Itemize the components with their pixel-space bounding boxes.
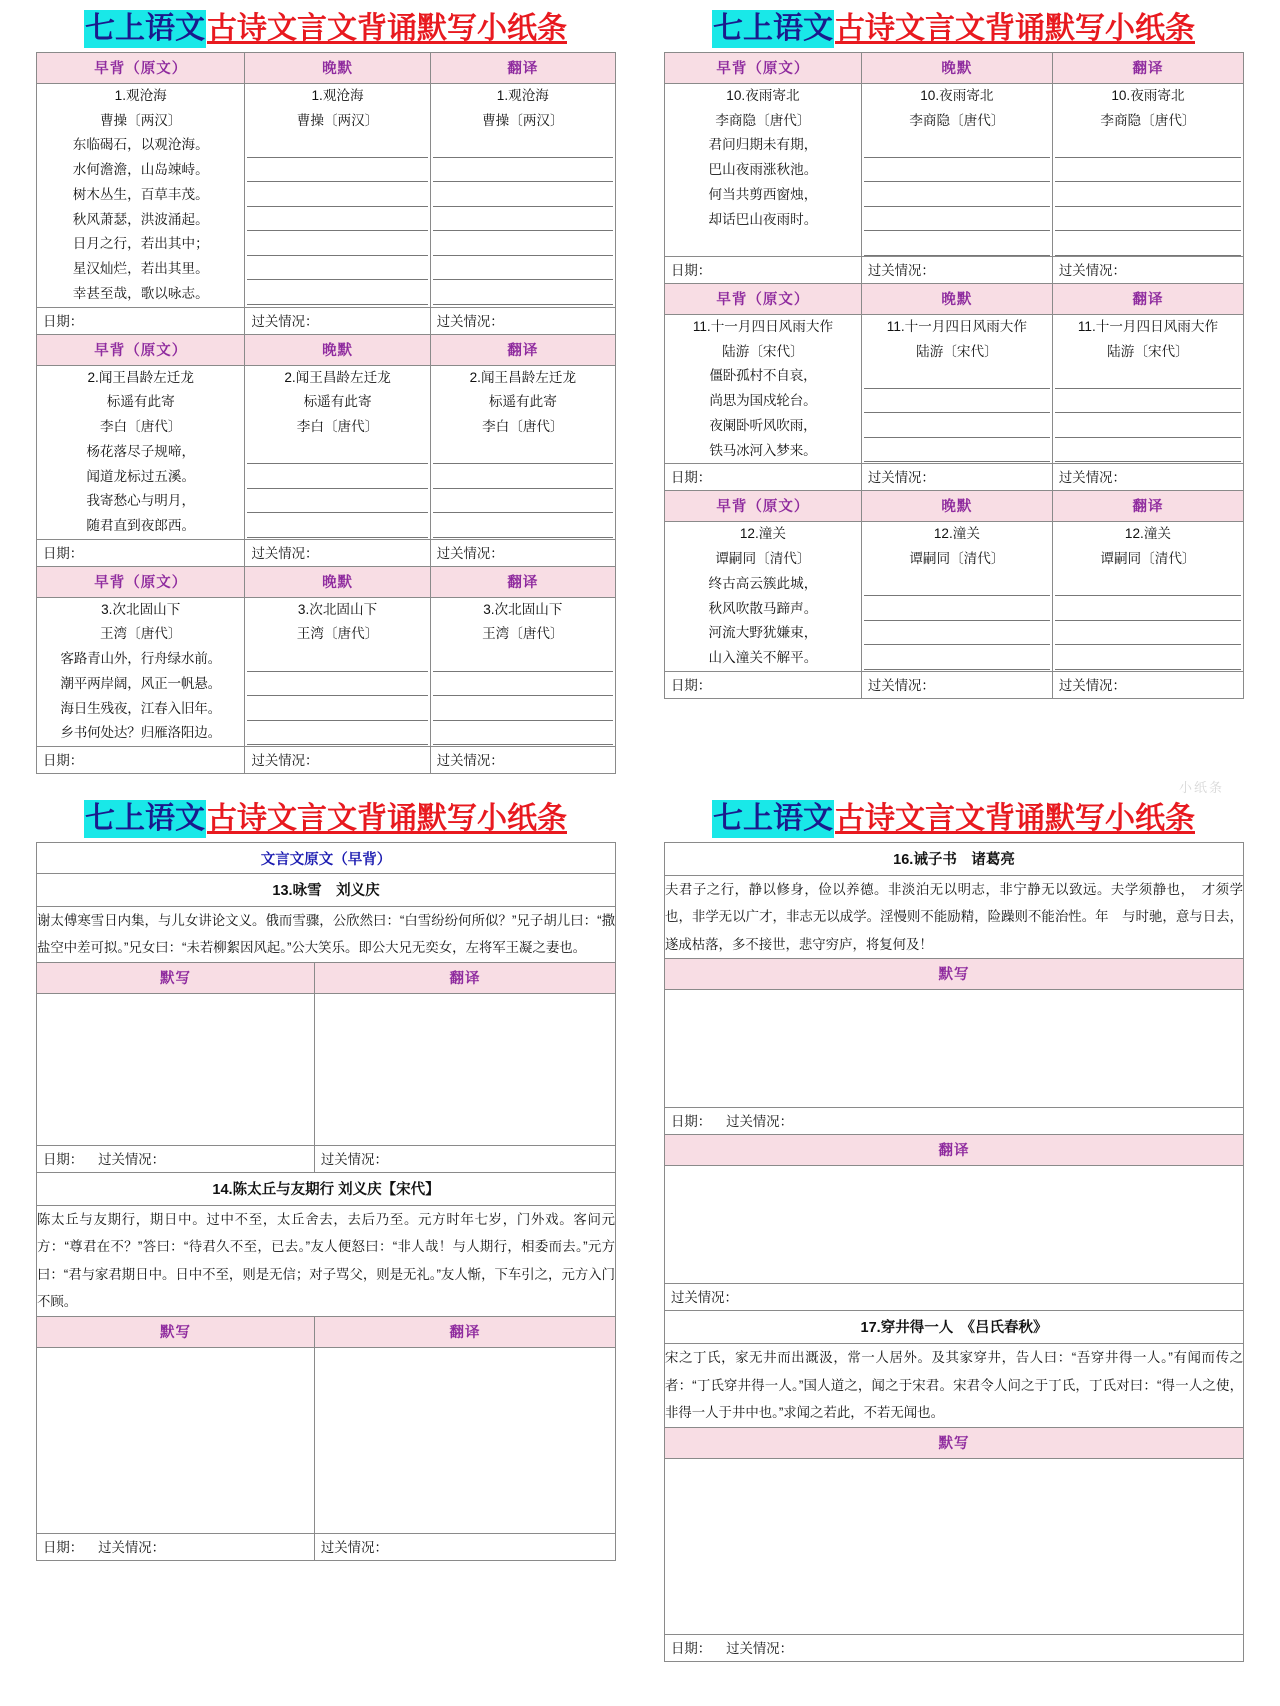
col-translate: 翻译 (1052, 283, 1243, 314)
recite-answer-box-17[interactable] (665, 1458, 1244, 1634)
prose-body-row-14 (37, 1205, 616, 1316)
col-evening: 晚默 (861, 283, 1052, 314)
poem-translation-1[interactable]: 1.观沧海 曹操〔两汉〕 (430, 84, 615, 308)
status-label: 过关情况： (861, 256, 1052, 283)
page-title (664, 804, 1244, 834)
col-morning: 早背（原文） (37, 53, 245, 84)
meta-row (37, 747, 616, 774)
write-line[interactable] (1055, 133, 1241, 158)
write-line[interactable] (864, 231, 1050, 256)
col-evening: 晚默 (861, 491, 1052, 522)
poem-dictation-12[interactable]: 12.潼关 谭嗣同〔清代〕 (861, 522, 1052, 671)
write-line[interactable] (247, 207, 427, 232)
meta-row (37, 1145, 616, 1172)
table-header-row (665, 1427, 1244, 1458)
write-line[interactable] (433, 182, 613, 207)
table-header-row (665, 959, 1244, 990)
poem-dictation-1[interactable]: 1.观沧海 曹操〔两汉〕 (245, 84, 430, 308)
poem-row-10 (665, 84, 1244, 257)
watermark: 小纸条 (1178, 780, 1224, 795)
prose-table-2 (664, 842, 1244, 1662)
write-line[interactable] (1055, 364, 1241, 389)
translate-answer-box-13[interactable] (314, 993, 615, 1145)
col-translate: 翻译 (430, 334, 615, 365)
status-label: 过关情况： (98, 1151, 166, 1167)
col-recite: 默写 (37, 962, 315, 993)
meta-row (665, 1108, 1244, 1135)
meta-row (665, 464, 1244, 491)
title-highlight: 七上语文 (712, 10, 834, 48)
write-line[interactable] (864, 413, 1050, 438)
section-title-13: 13.咏雪 刘义庆 (37, 874, 616, 907)
write-line[interactable] (247, 464, 427, 489)
write-line[interactable] (864, 645, 1050, 670)
panel-top-right (664, 14, 1244, 804)
meta-row (37, 307, 616, 334)
write-line[interactable] (433, 158, 613, 183)
date-label: 日期： (43, 1539, 84, 1555)
answer-row-16-recite (665, 990, 1244, 1108)
prose-body-row-13 (37, 907, 616, 963)
write-line[interactable] (247, 696, 427, 721)
write-line[interactable] (433, 647, 613, 672)
translate-answer-box-16[interactable] (665, 1166, 1244, 1284)
page-title (36, 804, 616, 834)
col-translate: 翻译 (314, 962, 615, 993)
col-translate: 翻译 (1052, 491, 1243, 522)
write-line[interactable] (247, 231, 427, 256)
write-line[interactable] (247, 721, 427, 746)
status-label: 过关情况： (726, 1640, 794, 1656)
poem-original-11: 11.十一月四日风雨大作 陆游〔宋代〕 僵卧孤村不自哀， 尚思为国戍轮台。 夜阑卧听风吹雨， 铁马冰河入梦来。 (665, 314, 862, 463)
meta-row (37, 1533, 616, 1560)
poem-dictation-11[interactable]: 11.十一月四日风雨大作 陆游〔宋代〕 (861, 314, 1052, 463)
poem-translation-3[interactable]: 3.次北固山下 王湾〔唐代〕 (430, 597, 615, 746)
meta-row (665, 1634, 1244, 1661)
write-line[interactable] (247, 647, 427, 672)
status-label: 过关情况： (98, 1539, 166, 1555)
col-recite: 默写 (37, 1316, 315, 1347)
panel-top-left (36, 14, 616, 804)
meta-row (665, 671, 1244, 698)
original-header: 文言文原文（早背） (37, 843, 616, 874)
poem-translation-2[interactable]: 2.闻王昌龄左迁龙 标遥有此寄 李白〔唐代〕 (430, 365, 615, 539)
status-label-2: 过关情况： (314, 1533, 615, 1560)
recite-answer-box-16[interactable] (665, 990, 1244, 1108)
col-morning: 早背（原文） (665, 283, 862, 314)
write-line[interactable] (864, 158, 1050, 183)
table-header-row (37, 334, 616, 365)
section-title-row-13 (37, 874, 616, 907)
original-header-row (37, 843, 616, 874)
write-line[interactable] (433, 696, 613, 721)
write-line[interactable] (1055, 231, 1241, 256)
status-label: 过关情况： (861, 671, 1052, 698)
table-header-row (665, 283, 1244, 314)
col-evening: 晚默 (245, 334, 430, 365)
date-status-left (37, 1145, 315, 1172)
meta-row (665, 256, 1244, 283)
status-label: 过关情况： (861, 464, 1052, 491)
poem-table-2 (664, 52, 1244, 699)
date-status-16 (665, 1108, 1244, 1135)
write-line[interactable] (1055, 158, 1241, 183)
section-title-16: 16.诫子书 诸葛亮 (665, 843, 1244, 876)
poem-row-11 (665, 314, 1244, 463)
table-header-row (665, 53, 1244, 84)
poem-table-1 (36, 52, 616, 774)
date-label: 日期： (671, 1640, 712, 1656)
poem-dictation-2[interactable]: 2.闻王昌龄左迁龙 标遥有此寄 李白〔唐代〕 (245, 365, 430, 539)
write-line[interactable] (864, 596, 1050, 621)
poem-translation-12[interactable]: 12.潼关 谭嗣同〔清代〕 (1052, 522, 1243, 671)
write-line[interactable] (433, 489, 613, 514)
write-line[interactable] (433, 207, 613, 232)
table-header-row (37, 53, 616, 84)
col-translate: 翻译 (1052, 53, 1243, 84)
write-line[interactable] (433, 231, 613, 256)
page-title (664, 14, 1244, 44)
write-line[interactable] (864, 207, 1050, 232)
status-label-2: 过关情况： (1052, 671, 1243, 698)
prose-body-13: 谢太傅寒雪日内集，与儿女讲论文义。俄而雪骤，公欣然曰：“白雪纷纷何所似？”兄子胡儿曰：“撒盐空中差可拟。”兄女曰：“未若柳絮因风起。”公大笑乐。即公大兄无奕女，左将军王凝之妻也。 (37, 907, 616, 963)
poem-dictation-3[interactable]: 3.次北固山下 王湾〔唐代〕 (245, 597, 430, 746)
panel-bottom-right (664, 804, 1244, 1670)
table-header-row (37, 566, 616, 597)
prose-body-row-17 (665, 1344, 1244, 1427)
write-line[interactable] (1055, 389, 1241, 414)
col-translate: 翻译 (430, 53, 615, 84)
col-evening: 晚默 (245, 53, 430, 84)
answer-row-13 (37, 993, 616, 1145)
recite-answer-box-13[interactable] (37, 993, 315, 1145)
poem-dictation-10[interactable]: 10.夜雨寄北 李商隐〔唐代〕 (861, 84, 1052, 257)
status-label: 过关情况： (245, 747, 430, 774)
answer-row-17 (665, 1458, 1244, 1634)
poem-row-3 (37, 597, 616, 746)
poem-original-1: 1.观沧海 曹操〔两汉〕 东临碣石，以观沧海。 水何澹澹，山岛竦峙。 树木丛生，百草丰茂。 秋风萧瑟，洪波涌起。 日月之行，若出其中； 星汉灿烂，若出其里。 幸甚至哉，歌以咏志。 (37, 84, 245, 308)
status-label-16: 过关情况： (665, 1284, 1244, 1311)
write-line[interactable] (433, 513, 613, 538)
translate-answer-box-14[interactable] (314, 1347, 615, 1533)
title-highlight: 七上语文 (712, 800, 834, 838)
col-recite: 默写 (665, 959, 1244, 990)
poem-original-12: 12.潼关 谭嗣同〔清代〕 终古高云簇此城， 秋风吹散马蹄声。 河流大野犹嫌束， 山入潼关不解平。 (665, 522, 862, 671)
write-line[interactable] (433, 280, 613, 305)
section-title-row-17 (665, 1311, 1244, 1344)
date-label: 日期： (671, 1114, 712, 1130)
col-evening: 晚默 (861, 53, 1052, 84)
section-title-14: 14.陈太丘与友期行 刘义庆【宋代】 (37, 1172, 616, 1205)
date-label: 日期： (43, 1151, 84, 1167)
date-label: 日期： (665, 671, 862, 698)
meta-row (37, 539, 616, 566)
date-status-17 (665, 1634, 1244, 1661)
section-title-row-14 (37, 1172, 616, 1205)
table-header-row (665, 1135, 1244, 1166)
title-rest: 古诗文言文背诵默写小纸条 (207, 12, 567, 45)
status-label-2: 过关情况： (1052, 256, 1243, 283)
write-line[interactable] (433, 464, 613, 489)
status-label: 过关情况： (245, 307, 430, 334)
write-line[interactable] (1055, 596, 1241, 621)
title-highlight: 七上语文 (84, 800, 206, 838)
write-line[interactable] (247, 513, 427, 538)
prose-body-row-16 (665, 876, 1244, 959)
write-line[interactable] (1055, 572, 1241, 597)
col-morning: 早背（原文） (37, 566, 245, 597)
write-line[interactable] (864, 621, 1050, 646)
section-title-17: 17.穿井得一人 《吕氏春秋》 (665, 1311, 1244, 1344)
status-label-2: 过关情况： (314, 1145, 615, 1172)
col-evening: 晚默 (245, 566, 430, 597)
poem-original-10: 10.夜雨寄北 李商隐〔唐代〕 君问归期未有期， 巴山夜雨涨秋池。 何当共剪西窗烛， 却话巴山夜雨时。 (665, 84, 862, 257)
write-line[interactable] (433, 440, 613, 465)
write-line[interactable] (247, 280, 427, 305)
poem-original-2: 2.闻王昌龄左迁龙 标遥有此寄 李白〔唐代〕 杨花落尽子规啼， 闻道龙标过五溪。 我寄愁心与明月， 随君直到夜郎西。 (37, 365, 245, 539)
poem-translation-10[interactable]: 10.夜雨寄北 李商隐〔唐代〕 (1052, 84, 1243, 257)
write-line[interactable] (433, 672, 613, 697)
write-line[interactable] (247, 133, 427, 158)
status-label: 过关情况： (245, 539, 430, 566)
col-morning: 早背（原文） (37, 334, 245, 365)
write-line[interactable] (1055, 207, 1241, 232)
write-line[interactable] (1055, 621, 1241, 646)
answer-row-14 (37, 1347, 616, 1533)
page-title (36, 14, 616, 44)
write-line[interactable] (864, 182, 1050, 207)
write-line[interactable] (247, 182, 427, 207)
write-line[interactable] (247, 256, 427, 281)
write-line[interactable] (864, 133, 1050, 158)
poem-original-3: 3.次北固山下 王湾〔唐代〕 客路青山外，行舟绿水前。 潮平两岸阔，风正一帆悬。 海日生残夜，江春入旧年。 乡书何处达？归雁洛阳边。 (37, 597, 245, 746)
write-line[interactable] (247, 672, 427, 697)
write-line[interactable] (247, 489, 427, 514)
prose-body-14: 陈太丘与友期行，期日中。过中不至，太丘舍去，去后乃至。元方时年七岁，门外戏。客问元方：“尊君在不？”答曰：“待君久不至，已去。”友人便怒曰：“非人哉！与人期行，相委而去。”元方曰：“君与家君期日中。日中不至，则是无信；对子骂父，则是无礼。”友人惭，下车引之，元方入门不顾。 (37, 1205, 616, 1316)
write-line[interactable] (1055, 645, 1241, 670)
col-recite: 默写 (665, 1427, 1244, 1458)
table-header-row (37, 1316, 616, 1347)
status-label-2: 过关情况： (430, 747, 615, 774)
panel-bottom-left (36, 804, 616, 1670)
poem-row-2 (37, 365, 616, 539)
date-label: 日期： (665, 256, 862, 283)
col-translate: 翻译 (665, 1135, 1244, 1166)
write-line[interactable] (433, 721, 613, 746)
col-translate: 翻译 (314, 1316, 615, 1347)
section-title-row-16 (665, 843, 1244, 876)
write-line[interactable] (247, 158, 427, 183)
date-label: 日期： (37, 747, 245, 774)
status-label-2: 过关情况： (430, 307, 615, 334)
date-label: 日期： (37, 307, 245, 334)
title-rest: 古诗文言文背诵默写小纸条 (207, 802, 567, 835)
write-line[interactable] (1055, 413, 1241, 438)
table-header-row (37, 962, 616, 993)
date-label: 日期： (37, 539, 245, 566)
status-label-2: 过关情况： (1052, 464, 1243, 491)
write-line[interactable] (864, 572, 1050, 597)
write-line[interactable] (1055, 438, 1241, 463)
status-label-2: 过关情况： (430, 539, 615, 566)
prose-table-1 (36, 842, 616, 1561)
col-morning: 早背（原文） (665, 491, 862, 522)
recite-answer-box-14[interactable] (37, 1347, 315, 1533)
write-line[interactable] (433, 256, 613, 281)
col-morning: 早背（原文） (665, 53, 862, 84)
write-line[interactable] (433, 133, 613, 158)
title-rest: 古诗文言文背诵默写小纸条 (835, 12, 1195, 45)
date-status-left (37, 1533, 315, 1560)
poem-translation-11[interactable]: 11.十一月四日风雨大作 陆游〔宋代〕 (1052, 314, 1243, 463)
write-line[interactable] (864, 389, 1050, 414)
write-line[interactable] (1055, 182, 1241, 207)
title-highlight: 七上语文 (84, 10, 206, 48)
title-rest: 古诗文言文背诵默写小纸条 (835, 802, 1195, 835)
meta-row (665, 1284, 1244, 1311)
prose-body-16: 夫君子之行，静以修身，俭以养德。非淡泊无以明志，非宁静无以致远。夫学须静也， 才须学也，非学无以广才，非志无以成学。淫慢则不能励精，险躁则不能治性。年 与时驰，意与日去，遂成枯落，多不接世，悲守穷庐，将复何及！ (665, 876, 1244, 959)
status-label: 过关情况： (726, 1114, 794, 1130)
poem-row-1 (37, 84, 616, 308)
write-line[interactable] (864, 438, 1050, 463)
prose-body-17: 宋之丁氏，家无井而出溉汲，常一人居外。及其家穿井，告人曰：“吾穿井得一人。”有闻而传之者：“丁氏穿井得一人。”国人道之，闻之于宋君。宋君令人问之于丁氏，丁氏对曰：“得一人之使，非得一人于井中也。”求闻之若此，不若无闻也。 (665, 1344, 1244, 1427)
answer-row-16-translate (665, 1166, 1244, 1284)
write-line[interactable] (247, 440, 427, 465)
date-label: 日期： (665, 464, 862, 491)
write-line[interactable] (864, 364, 1050, 389)
col-translate: 翻译 (430, 566, 615, 597)
poem-row-12 (665, 522, 1244, 671)
table-header-row (665, 491, 1244, 522)
